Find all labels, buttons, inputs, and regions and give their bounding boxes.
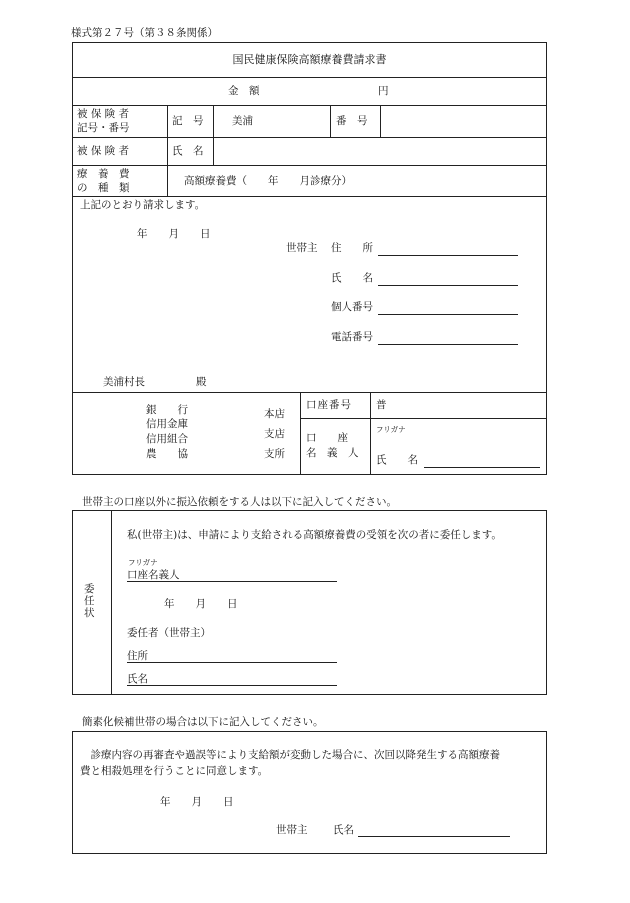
applicant-name-field[interactable] — [378, 285, 518, 286]
account-holder-label-2: 名 義 人 — [306, 447, 359, 459]
branch-shisho: 支所 — [264, 448, 285, 460]
delegation-date: 年 月 日 — [164, 598, 238, 610]
address-label: 住 所 — [331, 242, 373, 254]
category-label-2: の 種 類 — [77, 182, 130, 194]
account-number-label: 口座番号 — [306, 399, 352, 411]
simplified-statement: 診療内容の再審査や過誤等により支給額が変動した場合に、次回以降発生する高額療養 — [80, 749, 500, 761]
form-title: 国民健康保険高額療養費請求書 — [232, 53, 387, 66]
bango-field[interactable] — [384, 110, 542, 132]
bank-type-bank: 銀 行 — [146, 404, 188, 416]
branch-shiten: 支店 — [264, 428, 285, 440]
delegate-account-holder-field[interactable] — [127, 581, 337, 582]
phone-field[interactable] — [378, 344, 518, 345]
simplified-statement-2: 費と相殺処理を行うことに同意します。 — [80, 765, 269, 777]
account-holder-name-label: 氏 名 — [376, 454, 418, 466]
delegator-address-field[interactable] — [127, 662, 337, 663]
bank-type-kumiai: 信用組合 — [146, 433, 188, 445]
delegator-label: 委任者（世帯主） — [127, 627, 211, 639]
amount-unit: 円 — [378, 85, 389, 97]
simplified-intro: 簡素化候補世帯の場合は以下に記入してください。 — [82, 716, 324, 728]
delegator-name-field[interactable] — [127, 685, 337, 686]
delegate-account-holder-label: 口座名義人 — [127, 569, 180, 581]
insured-name-field[interactable] — [220, 141, 540, 161]
delegator-name-label: 氏名 — [127, 673, 148, 685]
request-statement: 上記のとおり請求します。 — [80, 199, 206, 211]
delegation-side-label: 委任状 — [84, 583, 95, 620]
account-type: 普 — [376, 399, 387, 411]
addressee: 美浦村長 — [103, 376, 145, 388]
insured-name-row-label: 被 保 険 者 — [77, 145, 130, 157]
delegation-intro: 世帯主の口座以外に振込依頼をする人は以下に記入してください。 — [82, 496, 397, 508]
simplified-date: 年 月 日 — [160, 796, 234, 808]
address-field[interactable] — [378, 255, 518, 256]
bank-type-shinkin: 信用金庫 — [146, 418, 188, 430]
account-holder-furigana-label: フリガナ — [376, 425, 406, 434]
form-number: 様式第２７号（第３８条関係） — [71, 27, 218, 39]
delegator-address-label: 住所 — [127, 650, 148, 662]
kigo-value: 美浦 — [232, 115, 253, 127]
category-value: 高額療養費（ 年 月診療分） — [184, 175, 352, 187]
head-of-household-label: 世帯主 — [286, 242, 318, 254]
insured-name-label: 氏 名 — [172, 145, 204, 157]
kigo-label: 記 号 — [172, 115, 204, 127]
request-date: 年 月 日 — [137, 228, 211, 240]
branch-honten: 本店 — [264, 408, 285, 420]
phone-label: 電話番号 — [331, 331, 373, 343]
honorific: 殿 — [196, 376, 207, 388]
applicant-name-label: 氏 名 — [331, 272, 373, 284]
account-holder-label: 口 座 — [306, 432, 348, 444]
account-holder-name-field[interactable] — [424, 467, 540, 468]
delegation-statement: 私(世帯主)は、申請により支給される高額療養費の受領を次の者に委任します。 — [127, 529, 502, 541]
my-number-label: 個人番号 — [331, 301, 373, 313]
simplified-name-field[interactable] — [358, 836, 510, 837]
simplified-name-label: 氏名 — [333, 824, 354, 836]
amount-label: 金 額 — [228, 85, 260, 97]
category-label: 療 養 費 — [77, 168, 130, 180]
insured-code-label: 被 保 険 者 — [77, 108, 130, 120]
delegate-furigana-label: フリガナ — [128, 558, 158, 567]
bango-label: 番 号 — [336, 115, 368, 127]
insured-code-label-2: 記号・番号 — [77, 122, 130, 134]
my-number-field[interactable] — [378, 314, 518, 315]
bank-type-nokyo: 農 協 — [146, 448, 188, 460]
amount-field[interactable] — [280, 83, 360, 99]
simplified-head-label: 世帯主 — [276, 824, 308, 836]
